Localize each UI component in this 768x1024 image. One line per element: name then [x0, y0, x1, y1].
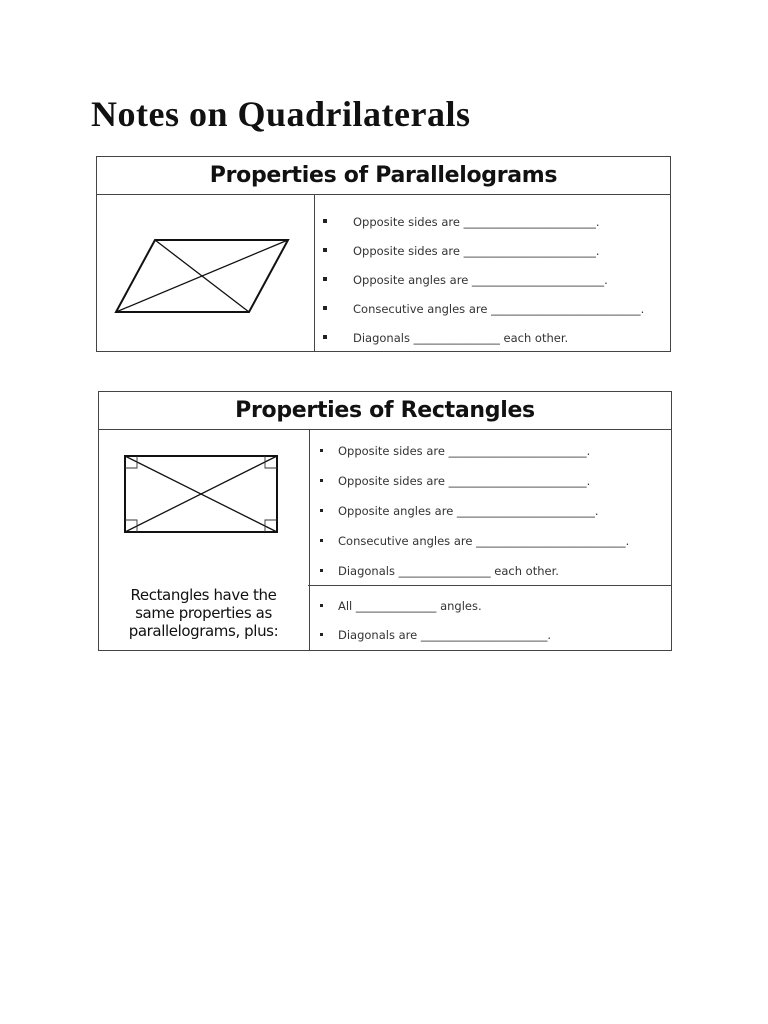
- rectangle-property-list: [320, 444, 629, 594]
- property-text: Consecutive angles are __________________________.: [338, 534, 630, 548]
- bullet-icon: [320, 633, 323, 636]
- property-text: All ______________ angles.: [338, 599, 482, 613]
- property-text: Opposite sides are ________________________.: [338, 474, 591, 488]
- property-item: [323, 244, 644, 273]
- property-text: Diagonals are ______________________.: [338, 628, 552, 642]
- bullet-icon: [323, 277, 327, 281]
- property-item: [323, 331, 644, 360]
- property-item: [320, 534, 629, 564]
- property-item: [323, 215, 644, 244]
- property-text: Diagonals ________________ each other.: [338, 564, 559, 578]
- rectangle-card: [98, 391, 672, 651]
- rectangle-card-heading: Properties of Rectangles: [99, 392, 671, 430]
- property-item: [320, 628, 551, 657]
- parallelogram-card: [96, 156, 671, 352]
- property-item: [320, 504, 629, 534]
- rectangle-note: Rectangles have the same properties as parallelograms, plus:: [128, 586, 279, 640]
- bullet-icon: [320, 604, 323, 607]
- parallelogram-card-heading: Properties of Parallelograms: [97, 157, 670, 195]
- parallelogram-figure-panel: [97, 194, 315, 351]
- property-item: [323, 302, 644, 331]
- property-text: Opposite angles are _______________________.: [353, 273, 608, 287]
- section-divider: [308, 585, 671, 586]
- parallelogram-figure: [97, 194, 315, 351]
- property-text: Diagonals _______________ each other.: [353, 331, 569, 345]
- property-text: Consecutive angles are __________________________.: [353, 302, 645, 316]
- property-text: Opposite angles are ________________________.: [338, 504, 599, 518]
- rectangle-extra-property-list: [320, 599, 551, 657]
- rectangle-properties: [308, 429, 671, 650]
- property-item: [323, 273, 644, 302]
- bullet-icon: [320, 539, 323, 542]
- bullet-icon: [320, 449, 323, 452]
- property-item: [320, 444, 629, 474]
- property-item: [320, 474, 629, 504]
- bullet-icon: [320, 569, 323, 572]
- bullet-icon: [323, 248, 327, 252]
- page-title: Notes on Quadrilaterals: [91, 94, 471, 134]
- bullet-icon: [323, 335, 327, 339]
- property-text: Opposite sides are _______________________.: [353, 244, 600, 258]
- rectangle-figure-panel: [99, 429, 310, 650]
- bullet-icon: [320, 509, 323, 512]
- bullet-icon: [323, 219, 327, 223]
- property-text: Opposite sides are _______________________.: [353, 215, 600, 229]
- property-text: Opposite sides are ________________________.: [338, 444, 591, 458]
- parallelogram-properties: [315, 194, 670, 351]
- bullet-icon: [320, 479, 323, 482]
- bullet-icon: [323, 306, 327, 310]
- parallelogram-property-list: [323, 215, 644, 360]
- property-item: [320, 599, 551, 628]
- property-item: [320, 564, 629, 594]
